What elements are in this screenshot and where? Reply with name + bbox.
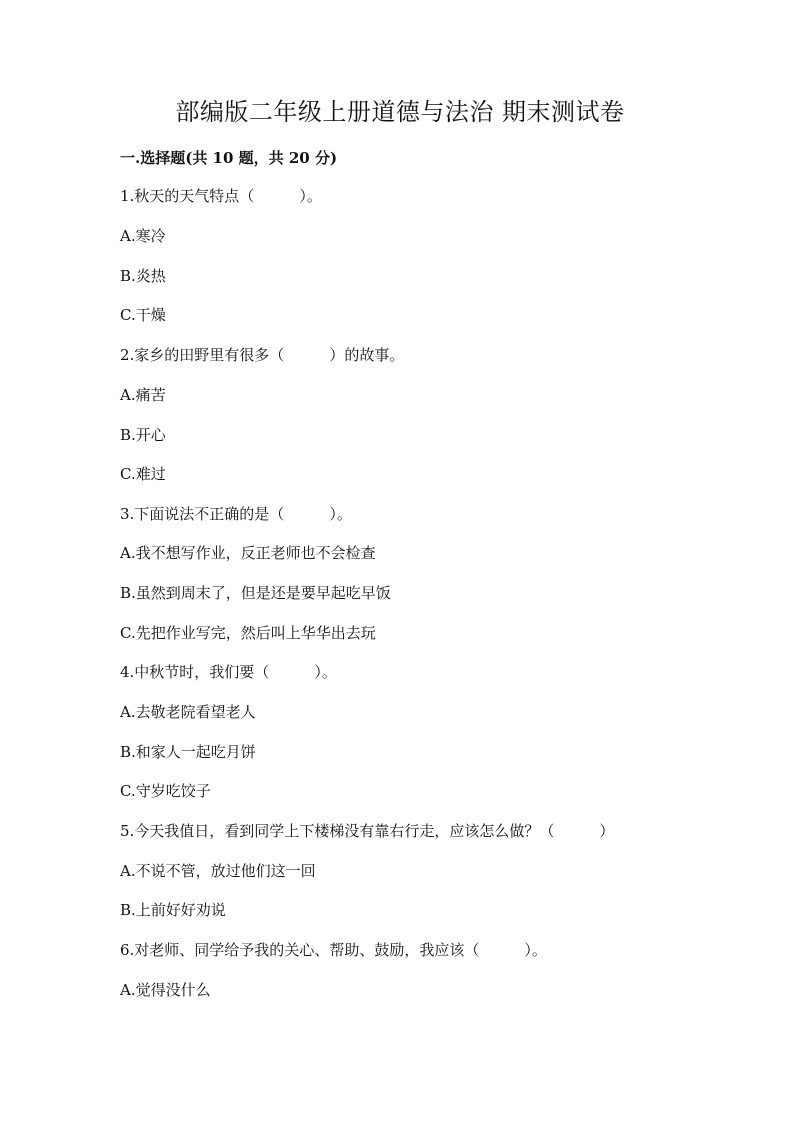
option-2a: A.痛苦 [120,386,166,404]
question-5: 5.今天我值日，看到同学上下楼梯没有靠右行走，应该怎么做？（ ） [120,822,615,840]
question-4: 4.中秋节时，我们要（ ）。 [120,663,337,681]
option-4c: C.守岁吃饺子 [120,782,211,800]
section-heading: 一.选择题(共 10 题，共 20 分) [120,149,338,167]
option-1b: B.炎热 [120,267,166,285]
option-6a: A.觉得没什么 [120,981,211,999]
question-6: 6.对老师、同学给予我的关心、帮助、鼓励，我应该（ ）。 [120,941,547,959]
option-4a: A.去敬老院看望老人 [120,703,256,721]
option-2b: B.开心 [120,426,166,444]
option-5b: B.上前好好劝说 [120,901,226,919]
question-1: 1.秋天的天气特点（ ）。 [120,187,322,205]
option-5a: A.不说不管，放过他们这一回 [120,862,316,880]
option-4b: B.和家人一起吃月饼 [120,743,256,761]
option-1a: A.寒冷 [120,227,166,245]
option-1c: C.干燥 [120,306,166,324]
option-3c: C.先把作业写完，然后叫上华华出去玩 [120,624,376,642]
page-title: 部编版二年级上册道德与法治 期末测试卷 [175,98,625,126]
option-2c: C.难过 [120,465,166,483]
question-3: 3.下面说法不正确的是（ ）。 [120,505,352,523]
option-3b: B.虽然到周末了，但是还是要早起吃早饭 [120,584,391,602]
option-3a: A.我不想写作业，反正老师也不会检查 [120,544,376,562]
question-2: 2.家乡的田野里有很多（ ）的故事。 [120,346,405,364]
